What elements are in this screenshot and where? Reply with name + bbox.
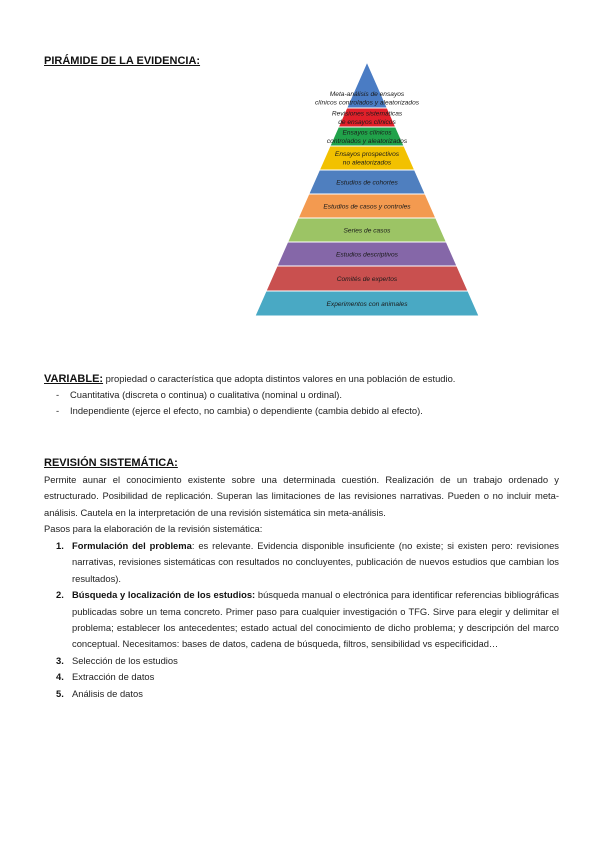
evidence-pyramid (255, 62, 479, 328)
list-item: - Cuantitativa (discreta o continua) o cualitativa (nominal u ordinal). (44, 387, 559, 403)
pyramid-level-label: Ensayos clínicos (342, 129, 392, 137)
pyramid-level-label: de ensayos clínicos (338, 119, 396, 127)
list-item (44, 653, 559, 669)
step-number: 1. (56, 540, 64, 551)
pyramid-level-label: Estudios de casos y controles (323, 203, 411, 211)
step-text: búsqueda manual o electrónica para identificar referencias bibliográficas publicadas sobre un tema concreto. Primer paso para cualquier investigación o TFG. Sirve para elegir y delimitar el problema; establecer los antecedentes; estado actual del conocimiento de dicho problema; y descripción del marco conceptual. Necesitamos: bases de datos, cadena de búsqueda, filtros, sensibilidad vs especificidad… (72, 589, 559, 650)
steps-list (44, 538, 559, 702)
list-item (44, 669, 559, 685)
step-text: : es relevante. Evidencia disponible insuficiente (no existe; si existen pero: revisiones narrativas, revisiones sistemáticas con resultados no concluyentes, publicación de nuevos estudios que cambian los resultados). (72, 540, 559, 584)
step-text: Selección de los estudios (72, 654, 178, 666)
list-item (44, 538, 559, 587)
step-number: 5. (56, 687, 64, 699)
pyramid-level-label: no aleatorizados (342, 159, 392, 167)
pyramid-level-label: Estudios descriptivos (336, 251, 398, 259)
revision-paragraph: Permite aunar el conocimiento existente sobre una determinada cuestión. Realización de un trabajo ordenado y estructurado. Posibilidad de replicación. Superan las limitaciones de las revisiones narrativas. Pueden o no incluir meta-análisis. Cautela en la interpretación de una revisión sistemática sin meta-análisis. (44, 474, 559, 518)
step-number: 2. (56, 589, 64, 601)
pyramid-level-label: Estudios de cohortes (336, 179, 398, 187)
step-text: Análisis de datos (72, 687, 143, 699)
pyramid-level-label: Meta-análisis de ensayos (329, 91, 405, 99)
pyramid-level-label: Experimentos con animales (326, 300, 408, 308)
step-text: Extracción de datos (72, 671, 155, 683)
step-number: 4. (56, 671, 64, 683)
list-item (44, 587, 559, 653)
pyramid-level-label: Series de casos (343, 227, 391, 235)
variable-definition (44, 371, 559, 387)
variable-heading: VARIABLE: (44, 373, 104, 385)
step-title: Formulación del problema (72, 540, 192, 551)
pyramid-level-label: Revisiones sistemáticas (331, 110, 403, 118)
pyramid-level-label: Ensayos prospectivos (334, 151, 400, 159)
variable-definition-text: propiedad o característica que adopta distintos valores en una población de estudio. (103, 373, 456, 384)
variable-bullet-list (44, 387, 559, 420)
pyramid-level-label: Comités de expertos (336, 275, 398, 283)
step-title: Búsqueda y localización de los estudios: (72, 589, 256, 601)
list-item (44, 686, 559, 702)
step-number: 3. (56, 654, 64, 666)
revision-heading: REVISIÓN SISTEMÁTICA: (44, 457, 178, 469)
pyramid-level-label: clínicos controlados y aleatorizados (314, 99, 420, 107)
pyramid-heading: PIRÁMIDE DE LA EVIDENCIA: (44, 55, 201, 67)
steps-intro: Pasos para la elaboración de la revisión sistemática: (44, 523, 263, 534)
list-item: - Independiente (ejerce el efecto, no cambia) o dependiente (cambia debido al efecto). (44, 403, 559, 419)
pyramid-level-label: controlados y aleatorizados (326, 138, 408, 146)
